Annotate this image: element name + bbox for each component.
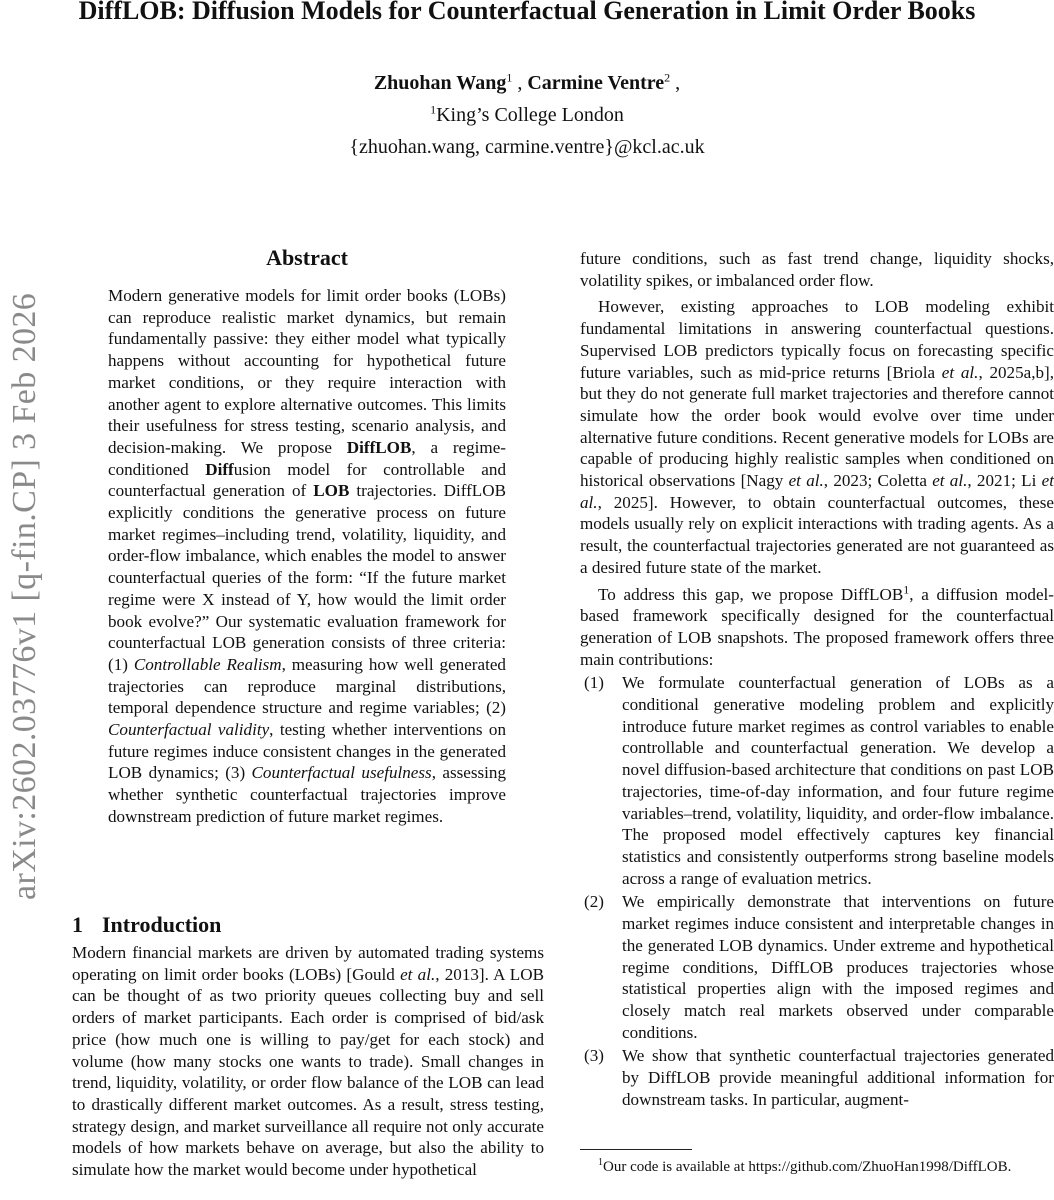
- abstract-text: Modern generative models for limit order books (LOBs) can reproduce realistic market dynamics, but remain fundamentally passive: they either model what typically happens without accounting for hypothetical future market conditions, or they require interaction with another agent to explore alternative outcomes. This limits their usefulness for stress testing, scenario analysis, and decision-making. We propose: [108, 286, 506, 457]
- contribution-item: [580, 891, 1054, 1043]
- abstract-italic: Controllable Realism: [133, 654, 282, 674]
- author-separator: ,: [517, 72, 528, 94]
- para-text: , 2025a,b], but they do not generate full market trajectories and therefore cannot simulate how the order book would evolve over time under alternative future conditions. Recent generative models for LOBs are capable of producing highly realistic samples when conditioned on historical observations [Nagy: [580, 362, 1054, 491]
- arxiv-stamp: arXiv:2602.03776v1 [q-fin.CP] 3 Feb 2026: [6, 292, 43, 900]
- section-title: Introduction: [102, 912, 222, 937]
- abstract-italic: Counterfactual usefulness: [251, 763, 432, 783]
- author-1-sup: 1: [506, 70, 513, 85]
- para-text: , a diffusion model-based framework specifically designed for the counterfactual generation of LOB snapshots. The proposed framework offers three main contributions:: [580, 584, 1054, 669]
- paragraph-continuation: future conditions, such as fast trend change, liquidity shocks, volatility spikes, or imbalanced order flow.: [580, 249, 1054, 290]
- contribution-item: [580, 672, 1054, 889]
- para-text: , 2025]. However, to obtain counterfactual outcomes, these models usually rely on explicit interactions with trading agents. As a result, the counterfactual trajectories generated are not guaranteed as a desired future state of the market.: [580, 492, 1054, 577]
- contribution-label: (3): [584, 1046, 604, 1066]
- abstract-bold: Diff: [205, 459, 234, 479]
- footnote-rule: [580, 1149, 692, 1150]
- abstract-text: trajectories. DiffLOB explicitly conditions the generative process on future market regimes–including trend, volatility, liquidity, and order-flow imbalance, which enables the model to answer counterfactual queries of the form: “If the future market regime were X instead of Y, how would the limit order book evolve?” Our systematic evaluation framework for counterfactual LOB generation consists of three criteria: (1): [108, 481, 506, 674]
- abstract-italic: Counterfactual validity: [108, 720, 270, 740]
- para-text: To address this gap, we propose DiffLOB: [598, 584, 904, 604]
- author-1-name: Zhuohan Wang: [373, 72, 507, 94]
- abstract-body: [108, 285, 506, 828]
- right-column: [580, 248, 1054, 1110]
- affiliation-line: [0, 100, 1054, 130]
- abstract-text: , measuring how well generated trajectories can reproduce marginal distributions, temporal dependence structure and regime variables; (2): [108, 654, 506, 718]
- section-heading-introduction: [72, 911, 221, 939]
- para-italic: et al.: [788, 471, 824, 491]
- section-number: 1: [72, 912, 83, 937]
- abstract-text: usion model for controllable and counterfactual generation of: [108, 459, 506, 501]
- paper-title: DiffLOB: Diffusion Models for Counterfactual Generation in Limit Order Books: [78, 0, 976, 25]
- para-text: However, existing approaches to LOB modeling exhibit fundamental limitations in answering counterfactual questions. Supervised LOB predictors typically focus on forecasting specific future variables, such as mid-price returns [Briola: [580, 297, 1054, 382]
- footnote-text: Our code is available at https://github.com/ZhuoHan1998/DiffLOB.: [603, 1159, 1012, 1175]
- footnote: [580, 1157, 1054, 1178]
- abstract-bold: DiffLOB: [346, 437, 412, 457]
- paragraph-proposal: [580, 581, 1054, 671]
- author-2-name: Carmine Ventre: [527, 72, 665, 94]
- author-email: {zhuohan.wang, carmine.ventre}@kcl.ac.uk: [349, 136, 705, 158]
- contribution-item: [580, 1045, 1054, 1110]
- contribution-label: (2): [584, 892, 604, 912]
- paragraph-limitations: [580, 296, 1054, 578]
- abstract-text: , assessing whether synthetic counterfactual trajectories improve downstream prediction of future market regimes.: [108, 763, 506, 826]
- affiliation-sup: 1: [430, 102, 437, 117]
- author-line: [0, 68, 1054, 98]
- abstract-text: , a regime-conditioned: [108, 437, 507, 479]
- footnote-sup: 1: [598, 1157, 603, 1168]
- introduction-paragraph: [72, 942, 544, 1181]
- footnote-marker: 1: [903, 581, 910, 596]
- contribution-label: (1): [584, 673, 604, 693]
- para-text: , 2021; Li: [967, 471, 1042, 491]
- author-trailing-comma: ,: [675, 72, 681, 94]
- intro-italic: et al.: [400, 964, 436, 984]
- para-italic: et al.: [941, 362, 979, 382]
- contribution-text: We show that synthetic counterfactual trajectories generated by DiffLOB provide meaningful additional information for downstream tasks. In particular, augment-: [622, 1046, 1054, 1109]
- contribution-text: We formulate counterfactual generation of LOBs as a conditional generative modeling problem and explicitly introduce future market regimes as control variables to enable controllable and counterfactual generation. We develop a novel diffusion-based architecture that conditions on past LOB trajectories, time-of-day information, and four future regime variables–trend, volatility, liquidity, and order-flow imbalance. The proposed model effectively captures key financial statistics and consistently outperforms strong baseline models across a range of evaluation metrics.: [622, 673, 1054, 888]
- intro-text: , 2013]. A LOB can be thought of as two priority queues collecting buy and sell orders of market participants. Each order is comprised of bid/ask price (how much one is willing to pay/get for each stock) and volume (how many stocks one wants to trade). Small changes in trend, liquidity, volatility, or order flow balance of the LOB can lead to drastically different market outcomes. As a result, stress testing, strategy design, and market surveillance all require not only accurate models of how markets behave on average, but also the ability to simulate how the market would become under hypothetical: [72, 964, 544, 1180]
- affiliation: King’s College London: [436, 104, 624, 126]
- para-italic: et al.: [932, 471, 968, 491]
- para-text: , 2023; Coletta: [823, 471, 933, 491]
- abstract-text: , testing whether interventions on future regimes induce consistent changes in the generated LOB dynamics; (3): [108, 720, 506, 783]
- author-2-sup: 2: [664, 70, 671, 85]
- para-italic: et al.: [580, 471, 1054, 512]
- intro-text: Modern financial markets are driven by automated trading systems operating on limit order books (LOBs) [Gould: [72, 943, 544, 984]
- contribution-text: We empirically demonstrate that interventions on future market regimes induce consistent and interpretable changes in the generated LOB dynamics. Under extreme and hypothetical regime conditions, DiffLOB produces trajectories whose statistical properties align with the imposed regimes and closely match real markets observed under comparable conditions.: [622, 892, 1054, 1042]
- abstract-bold: LOB: [313, 481, 350, 501]
- abstract-heading: Abstract: [266, 245, 348, 270]
